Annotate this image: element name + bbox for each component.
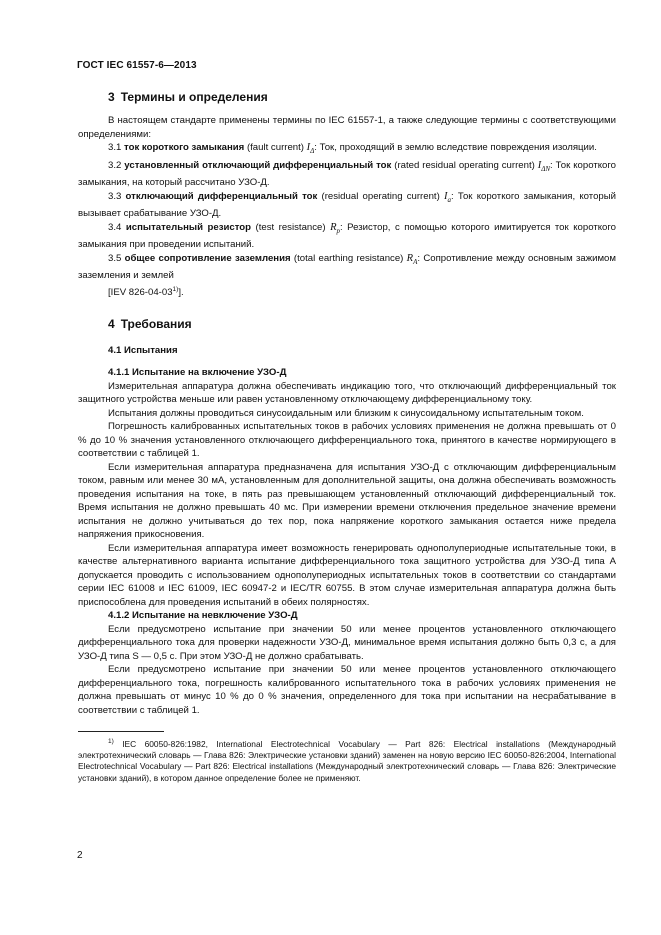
term-3-5: [78, 252, 616, 283]
term-english: (total earthing resistance): [293, 252, 404, 264]
term-definition: : Ток короткого замыкания, на который рассчитано УЗО-Д.: [78, 159, 616, 189]
term-name: отключающий дифференциальный ток: [125, 190, 318, 202]
term-english: (rated residual operating current): [394, 159, 535, 171]
term-english: (test resistance): [255, 221, 326, 233]
section-3-heading: [108, 90, 616, 105]
page-number: 2: [77, 850, 83, 861]
section-number: 4: [108, 316, 115, 331]
footnote-text: IEC 60050-826:1982, International Electrotechnical Vocabulary — Part 826: Electrical installations (Международный электротехнический словарь — Глава 826: Электрические установки зданий) заменен на новую версию IEC 60050-826:2004, International Electrotechnical Vocabulary — Part 826: Electrical installations (Международный электротехнический словарь — Глава 826: Электрические установки зданий), в котором данное определение более не применяют.: [78, 738, 616, 783]
section-3-intro: В настоящем стандарте применены термины по IEC 61557-1, а также следующие термины с соответствующими определениями:: [78, 115, 616, 140]
footnote-mark: 1): [108, 738, 114, 746]
term-name: общее сопротивление заземления: [124, 252, 291, 264]
term-number: 3.1: [108, 142, 122, 153]
footnote: [78, 736, 616, 784]
term-definition: : Ток короткого замыкания, который вызывает срабатывание УЗО-Д.: [78, 190, 617, 220]
subsection-4-1-2-heading: 4.1.2 Испытание на невключение УЗО-Д: [108, 610, 298, 622]
term-english: (residual operating current): [321, 190, 440, 202]
term-english: (fault current): [246, 142, 304, 153]
term-number: 3.4: [108, 221, 122, 233]
standard-header: ГОСТ IEC 61557-6—2013: [77, 60, 197, 71]
paragraph: Если измерительная аппаратура предназначена для испытания УЗО-Д с отключающим дифференциальным током, равным или менее 30 мА, установленным для дополнительной защиты, она должна обеспечивать возможность проведения испытания на токе, в пять раз превышающем установленный отключающий дифференциальный ток. Время испытания не должно превышать 40 мс. При измерении времени отключения предельное значение времени испытания не должно учитываться до тех пор, пока напряжение короткого замыкания остается ниже предела напряжения прикосновения.: [78, 461, 616, 541]
term-symbol: $I_a$: [444, 190, 451, 204]
subsection-4-1-heading: 4.1 Испытания: [108, 344, 178, 356]
section-4-heading: [108, 317, 616, 332]
iev-reference: [IEV 826-04-03$^{1)}$].: [108, 285, 184, 299]
section-number: 3: [108, 90, 115, 104]
paragraph: Если предусмотрено испытание при значении 50 или менее процентов установленного отключающего дифференциального тока для проверки надежности УЗО-Д, минимальное время испытания должно быть 0,3 с, а для УЗО-Д типа S — 0,5 с. При этом УЗО-Д не должно срабатывать.: [78, 623, 616, 662]
paragraph: Если предусмотрено испытание при значении 50 или менее процентов установленного отключающего дифференциального тока, погрешность калиброванного испытательного тока в рабочих условиях применения не должна превышать от минус 10 % до 0 % значения, определенного для тока при испытании на несрабатывание в соответствии с таблицей 1.: [78, 664, 616, 716]
term-number: 3.2: [108, 159, 122, 171]
section-title: Термины и определения: [120, 90, 268, 104]
term-definition: : Ток, проходящий в землю вследствие повреждения изоляции.: [314, 142, 597, 153]
paragraph: Погрешность калиброванных испытательных токов в рабочих условиях применения не должна превышать от 0 % до 10 % значения установленного отключающего дифференциального тока, принятого в качестве нормирующего в соответствии с таблицей 1.: [78, 421, 616, 460]
paragraph: Если измерительная аппаратура имеет возможность генерировать однополупериодные испытательные токи, в качестве альтернативного варианта испытание дифференциального тока защитного устройства для УЗО-Д типа А допускается проводить с использованием однополупериодных испытательных токов в соответствии со стандартами серии IEC 61008 и IEC 61009, IEC 60947-2 и IEC/TR 60755. В этом случае измерительная аппаратура должна быть приспособлена для проведения испытаний в обеих полярностях.: [78, 542, 616, 608]
term-symbol: $R_p$: [330, 221, 340, 235]
term-3-3: [78, 190, 616, 221]
section-title: Требования: [120, 316, 192, 331]
term-symbol: $I_{\Delta N}$: [537, 159, 551, 173]
term-3-2: [78, 159, 616, 190]
paragraph: Измерительная аппаратура должна обеспечивать индикацию того, что отключающий дифференциальный ток защитного устройства меньше или равен установленному отключающему дифференциальному току.: [78, 380, 616, 406]
term-name: ток короткого замыкания: [124, 142, 245, 153]
term-number: 3.3: [108, 190, 122, 202]
term-definition: : Сопротивление между основным зажимом заземления и землей: [78, 252, 616, 282]
term-3-4: [78, 221, 616, 252]
term-3-1: [78, 141, 616, 159]
subsection-4-1-1-heading: 4.1.1 Испытание на включение УЗО-Д: [108, 367, 287, 379]
term-name: установленный отключающий дифференциальный ток: [124, 159, 392, 171]
term-symbol: $I_\Delta$: [306, 142, 315, 156]
term-number: 3.5: [108, 252, 122, 264]
footnote-divider: [78, 731, 164, 732]
term-name: испытательный резистор: [125, 221, 251, 233]
footnote-ref-mark: 1): [172, 285, 179, 293]
term-definition: : Резистор, с помощью которого имитируется ток короткого замыкания при проведении испытаний.: [78, 221, 616, 251]
paragraph: Испытания должны проводиться синусоидальным или близким к синусоидальному испытательным током.: [108, 407, 584, 419]
term-symbol: $R_A$: [406, 252, 418, 266]
document-body: [78, 90, 616, 784]
